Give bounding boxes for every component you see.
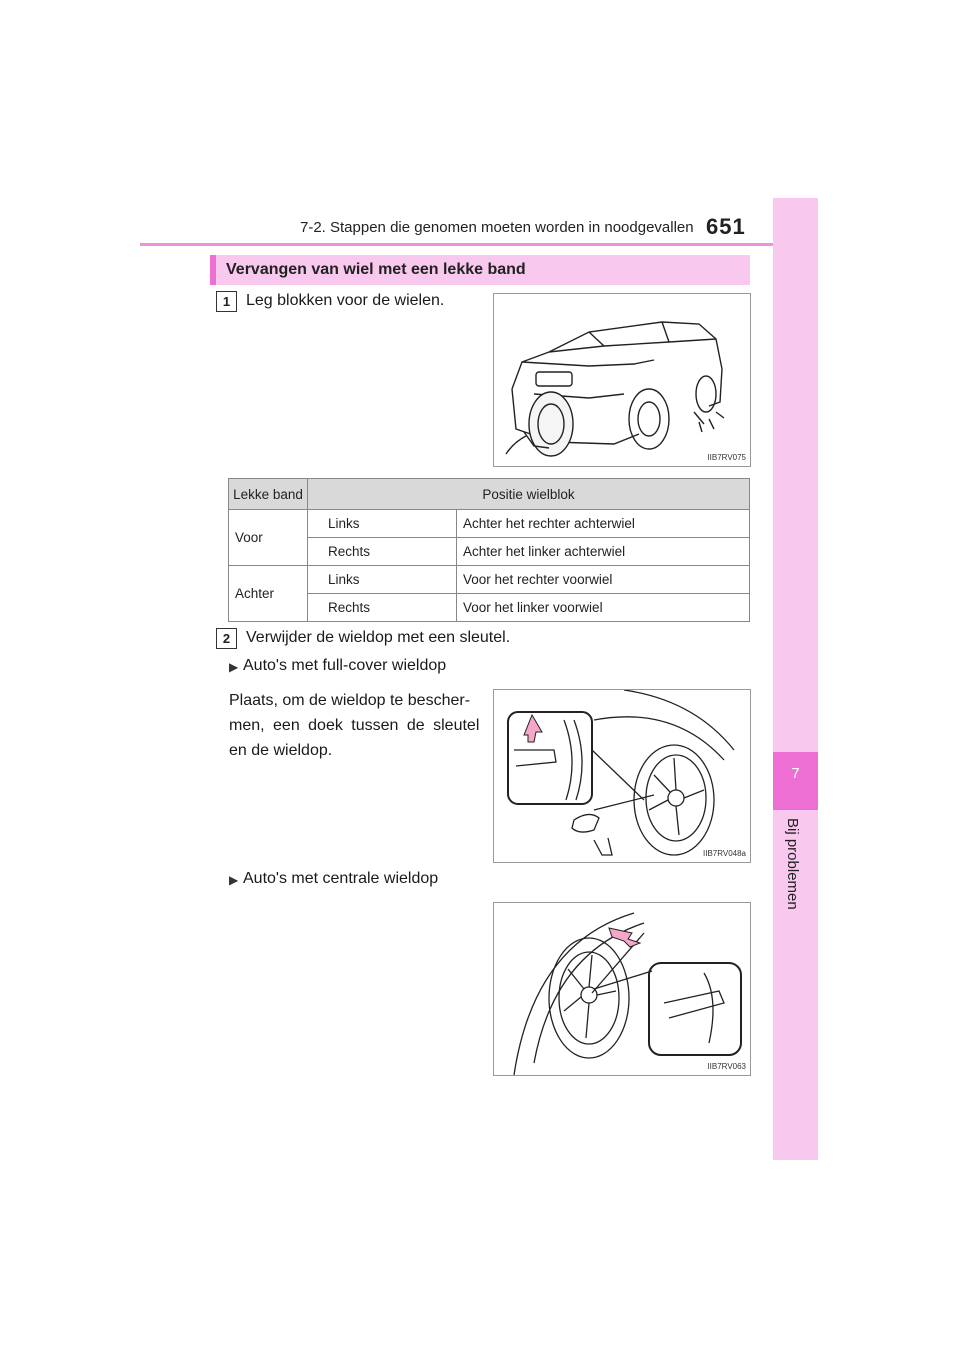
bullet-central: Auto's met centrale wieldop <box>243 870 439 887</box>
table-cell-wheel: Rechts <box>308 594 457 622</box>
table-header-cell: Lekke band <box>229 479 308 510</box>
header-rule <box>140 243 816 246</box>
instruction-line: en de wieldop. <box>229 742 333 759</box>
table-cell-side: Voor <box>229 510 308 566</box>
running-header: 7-2. Stappen die genomen moeten worden in noodgevallen <box>300 219 694 236</box>
table-row <box>229 510 750 538</box>
figure-code: IIB7RV075 <box>707 453 746 462</box>
figure-central-wheel <box>493 902 751 1076</box>
table-header-row <box>229 479 750 510</box>
table-cell-position: Voor het linker voorwiel <box>457 594 750 622</box>
table-cell-wheel: Links <box>308 566 457 594</box>
central-wheel-illustration <box>494 903 750 1075</box>
table-cell-wheel: Rechts <box>308 538 457 566</box>
table-cell-position: Achter het linker achterwiel <box>457 538 750 566</box>
page-number: 651 <box>706 214 746 239</box>
table-cell-wheel: Links <box>308 510 457 538</box>
chapter-number: 7 <box>791 765 800 782</box>
figure-code: IIB7RV048a <box>703 849 746 858</box>
step-1-text: Leg blokken voor de wielen. <box>246 292 445 309</box>
triangle-bullet-icon: ▶ <box>229 660 239 674</box>
figure-code: IIB7RV063 <box>707 1062 746 1071</box>
chapter-side-tab <box>773 198 818 1160</box>
chapter-label: Bij problemen <box>784 818 801 910</box>
table-row <box>229 594 750 622</box>
table-cell-side: Achter <box>229 566 308 622</box>
wheel-chock-table <box>228 478 750 622</box>
step-2-marker: 2 <box>216 628 237 649</box>
full-cover-wheel-illustration <box>494 690 750 862</box>
table-row <box>229 566 750 594</box>
instruction-paragraph <box>229 688 479 763</box>
step-1-marker: 1 <box>216 291 237 312</box>
car-wheel-chocks-illustration <box>494 294 750 466</box>
figure-wheel-chocks <box>493 293 751 467</box>
table-cell-position: Achter het rechter achterwiel <box>457 510 750 538</box>
instruction-line: Plaats, om de wieldop te bescher- <box>229 692 471 709</box>
table-row <box>229 538 750 566</box>
table-header-cell: Positie wielblok <box>308 479 750 510</box>
triangle-bullet-icon: ▶ <box>229 873 239 887</box>
step-2-text: Verwijder de wieldop met een sleutel. <box>246 629 511 646</box>
section-title: Vervangen van wiel met een lekke band <box>226 261 526 278</box>
table-cell-position: Voor het rechter voorwiel <box>457 566 750 594</box>
bullet-full-cover: Auto's met full-cover wieldop <box>243 657 447 674</box>
instruction-line: men, een doek tussen de sleutel <box>229 717 480 734</box>
section-heading-accent <box>210 255 216 285</box>
figure-full-cover-wheel <box>493 689 751 863</box>
